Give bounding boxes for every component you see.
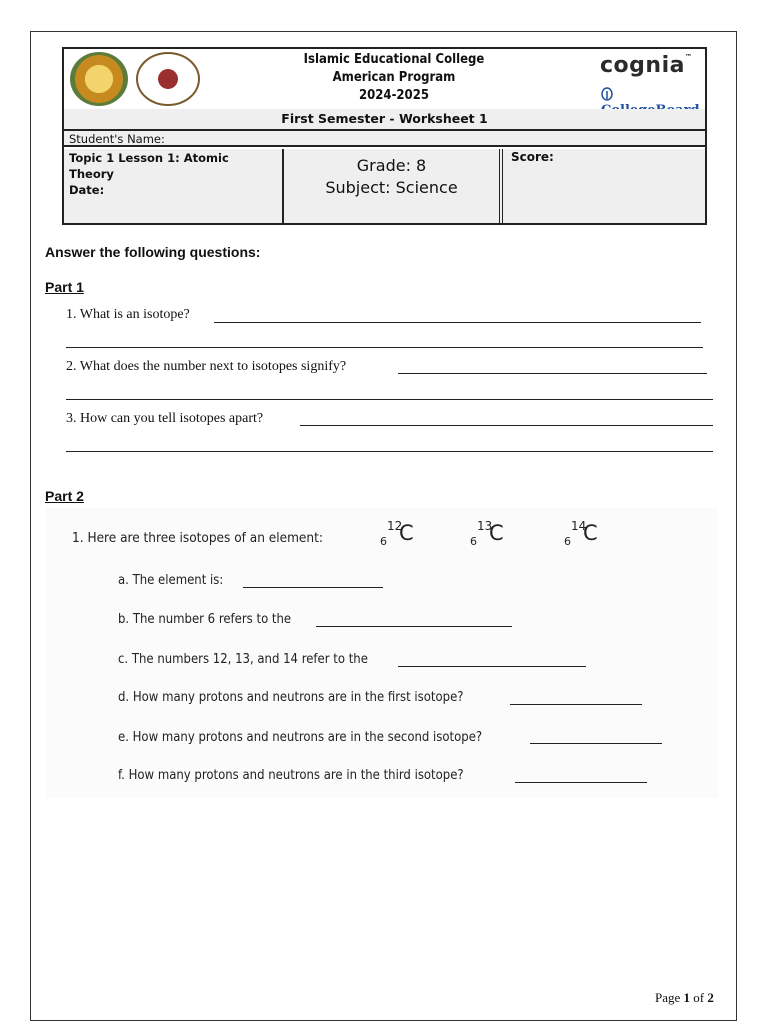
answer-line[interactable] — [300, 425, 713, 426]
mass-number: 13 — [477, 519, 493, 533]
grade-label: Grade: 8 — [356, 156, 427, 175]
part2-subquestion-d: d. How many protons and neutrons are in the first isotope? — [118, 690, 464, 705]
answer-line[interactable] — [214, 322, 701, 323]
mass-number: 12 — [387, 519, 403, 533]
answer-line[interactable] — [243, 587, 383, 588]
cognia-logo — [600, 53, 692, 78]
atomic-number: 6 — [564, 535, 571, 548]
of-word: of — [693, 990, 705, 1005]
element-symbol: C — [583, 521, 598, 545]
info-row — [64, 149, 705, 223]
college-crest-icon — [70, 52, 128, 106]
part2-subquestion-e: e. How many protons and neutrons are in the second isotope? — [118, 730, 483, 745]
part1-question-1: 1. What is an isotope? — [66, 307, 190, 322]
semester-row: First Semester - Worksheet 1 — [64, 109, 705, 131]
element-symbol: C — [399, 521, 414, 545]
answer-line[interactable] — [66, 399, 713, 400]
mass-number: 14 — [571, 519, 587, 533]
topic-label: Topic 1 Lesson 1: Atomic Theory — [69, 151, 229, 181]
score-label: Score: — [511, 150, 554, 164]
atomic-number: 6 — [470, 535, 477, 548]
part2-title: Part 2 — [45, 488, 84, 504]
part2-subquestion-b: b. The number 6 refers to the — [118, 612, 292, 627]
header-top-row — [64, 49, 705, 111]
cognia-logo-text: cognia — [600, 53, 685, 78]
collegeboard-acorn-icon — [601, 87, 613, 101]
school-name: Islamic Educational College — [303, 52, 485, 67]
subject-label: Subject: Science — [325, 178, 458, 197]
cognia-tm: ™ — [684, 53, 693, 61]
jordan-emblem-icon — [136, 52, 200, 106]
date-label: Date: — [69, 183, 105, 197]
student-name-row: Student's Name: — [64, 131, 705, 147]
answer-line[interactable] — [510, 704, 642, 705]
school-name-block — [264, 51, 524, 105]
part1-title: Part 1 — [45, 279, 84, 295]
atomic-number: 6 — [380, 535, 387, 548]
part2-subquestion-c: c. The numbers 12, 13, and 14 refer to the — [118, 652, 368, 667]
part2-question-1: 1. Here are three isotopes of an element: — [72, 530, 323, 546]
part2-subquestion-f: f. How many protons and neutrons are in the third isotope? — [118, 768, 464, 783]
answer-line[interactable] — [316, 626, 512, 627]
instructions: Answer the following questions: — [45, 244, 261, 260]
page-footer — [655, 990, 714, 1006]
answer-line[interactable] — [398, 666, 586, 667]
page-word: Page — [655, 990, 681, 1005]
answer-line[interactable] — [530, 743, 662, 744]
answer-line[interactable] — [66, 451, 713, 452]
current-page: 1 — [683, 990, 691, 1005]
part1-question-2: 2. What does the number next to isotopes signify? — [66, 359, 347, 374]
part1-question-3: 3. How can you tell isotopes apart? — [66, 411, 264, 426]
worksheet-header — [62, 47, 707, 225]
academic-year: 2024-2025 — [359, 88, 429, 103]
element-symbol: C — [489, 521, 504, 545]
program-name: American Program — [332, 70, 456, 85]
answer-line[interactable] — [66, 347, 703, 348]
answer-line[interactable] — [398, 373, 707, 374]
total-pages: 2 — [707, 990, 714, 1005]
part2-subquestion-a: a. The element is: — [118, 573, 224, 588]
topic-cell — [64, 149, 284, 223]
score-cell — [503, 149, 705, 223]
grade-subject-cell — [284, 149, 503, 223]
answer-line[interactable] — [515, 782, 647, 783]
